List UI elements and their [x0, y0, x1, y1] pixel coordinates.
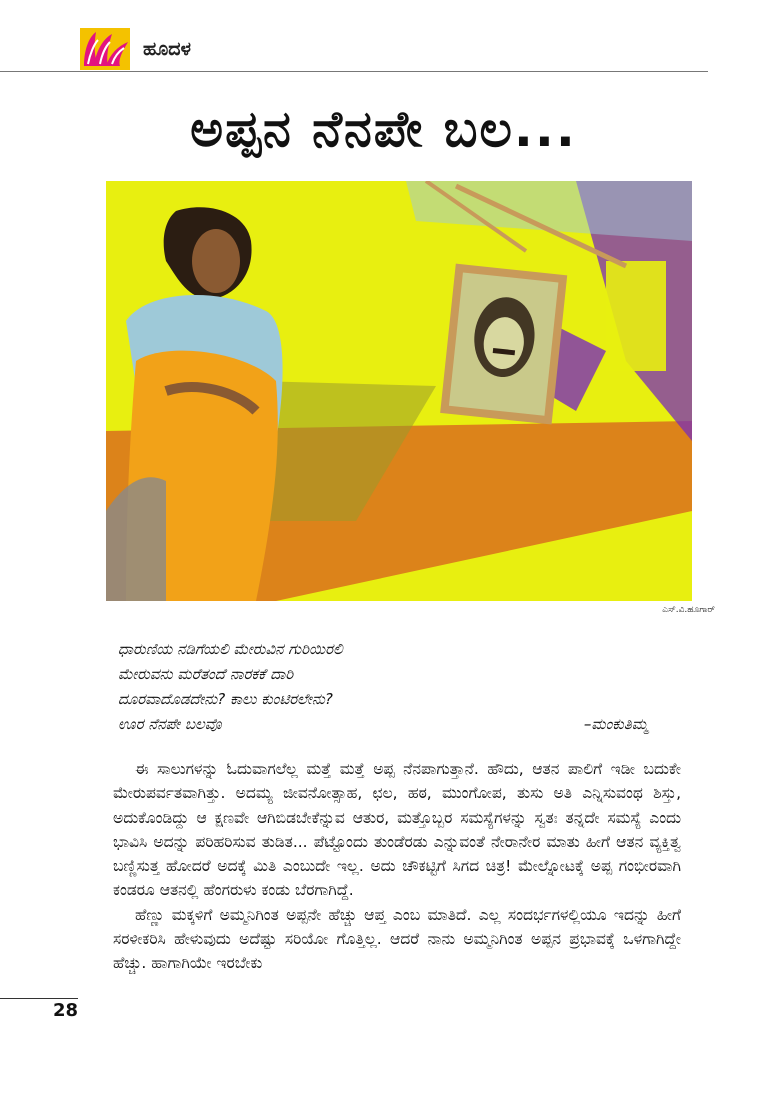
poem-line: ಮೇರುವನು ಮರೆತಂದೆ ನಾರಕಕೆ ದಾರಿ — [118, 665, 294, 683]
father-portrait-frame — [440, 264, 567, 425]
poem-line: ಊರ ನೆನಪೇ ಬಲವೊ — [118, 715, 222, 733]
page-number: 28 — [53, 1000, 79, 1021]
flower-logo-icon — [80, 28, 130, 70]
poem-author: –ಮಂಕುತಿಮ್ಮ — [583, 715, 648, 733]
body-paragraph: ಈ ಸಾಲುಗಳನ್ನು ಓದುವಾಗಲೆಲ್ಲ ಮತ್ತೆ ಮತ್ತೆ ಅಪ್ಪ ನೆನಪಾಗುತ್ತಾನೆ. ಹೌದು, ಆತನ ಪಾಲಿಗೆ ಇಡೀ ಬದುಕೇ ಮೇರುಪರ್ವತವಾಗಿತ್ತು. ಅದಮ್ಯ ಜೀವನೋತ್ಸಾಹ, ಛಲ, ಹಠ, ಮುಂಗೋಪ, ತುಸು ಅತಿ ಎನ್ನಿಸುವಂಥ ಶಿಸ್ತು, ಅದುಕೊಂಡಿದ್ದು ಆ ಕ್ಷಣವೇ ಆಗಿಬಿಡಬೇಕೆನ್ನುವ ಆತುರ, ಮತ್ತೊಬ್ಬರ ಸಮಸ್ಯೆಗಳನ್ನು ಸ್ವತಃ ತನ್ನದೇ ಸಮಸ್ಯೆ ಎಂದು ಭಾವಿಸಿ ಅದನ್ನು ಪರಿಹರಿಸುವ ತುಡಿತ... ಪೆಟ್ಟೊಂದು ತುಂಡೆರಡು ಎನ್ನುವಂತೆ ನೇರಾನೇರ ಮಾತು ಹೀಗೆ ಆತನ ವ್ಯಕ್ತಿತ್ವ ಬಣ್ಣಿಸುತ್ತ ಹೋದರೆ ಅದಕ್ಕೆ ಮಿತಿ ಎಂಬುದೇ ಇಲ್ಲ. ಅದು ಚೌಕಟ್ಟಿಗೆ ಸಿಗದ ಚಿತ್ರ! ಮೇಲ್ನೋಟಕ್ಕೆ ಅಪ್ಪ ಗಂಭೀರವಾಗಿ ಕಂಡರೂ ಆತನಲ್ಲಿ ಹೆಂಗರುಳು ಕಂಡು ಬೆರಗಾಗಿದ್ದೆ. — [113, 760, 681, 900]
image-credit: ಎಸ್.ವಿ.ಹೂಗಾರ್ — [662, 605, 715, 615]
woman-face — [192, 229, 240, 293]
article-body — [113, 757, 681, 976]
header-rule — [0, 71, 708, 72]
article-illustration — [106, 181, 692, 601]
poem-line: ಧಾರುಣಿಯ ನಡಿಗೆಯಲಿ ಮೇರುವಿನ ಗುರಿಯಿರಲಿ — [118, 640, 343, 658]
article-title: ಅಪ್ಪನ ನೆನಪೇ ಬಲ... — [190, 100, 577, 158]
body-paragraph: ಹೆಣ್ಣು ಮಕ್ಕಳಿಗೆ ಅಮ್ಮನಿಗಿಂತ ಅಪ್ಪನೇ ಹೆಚ್ಚು ಆಪ್ತ ಎಂಬ ಮಾತಿದೆ. ಎಲ್ಲ ಸಂದರ್ಭಗಳಲ್ಲಿಯೂ ಇದನ್ನು ಹೀಗೆ ಸರಳೀಕರಿಸಿ ಹೇಳುವುದು ಅದೆಷ್ಟು ಸರಿಯೋ ಗೊತ್ತಿಲ್ಲ. ಆದರೆ ನಾನು ಅಮ್ಮನಿಗಿಂತ ಅಪ್ಪನ ಪ್ರಭಾವಕ್ಕೆ ಒಳಗಾಗಿದ್ದೇ ಹೆಚ್ಚು. ಹಾಗಾಗಿಯೇ ಇರಬೇಕು — [113, 905, 681, 973]
poem-last-line — [118, 712, 648, 737]
section-label: ಹೂದಳ — [143, 38, 191, 60]
poem-line: ದೂರವಾದೊಡದೇನು? ಕಾಲು ಕುಂಟಿರಲೇನು? — [118, 690, 333, 708]
poem-quote — [118, 637, 678, 737]
page-number-rule — [0, 998, 78, 999]
illustration-wall — [606, 261, 666, 371]
